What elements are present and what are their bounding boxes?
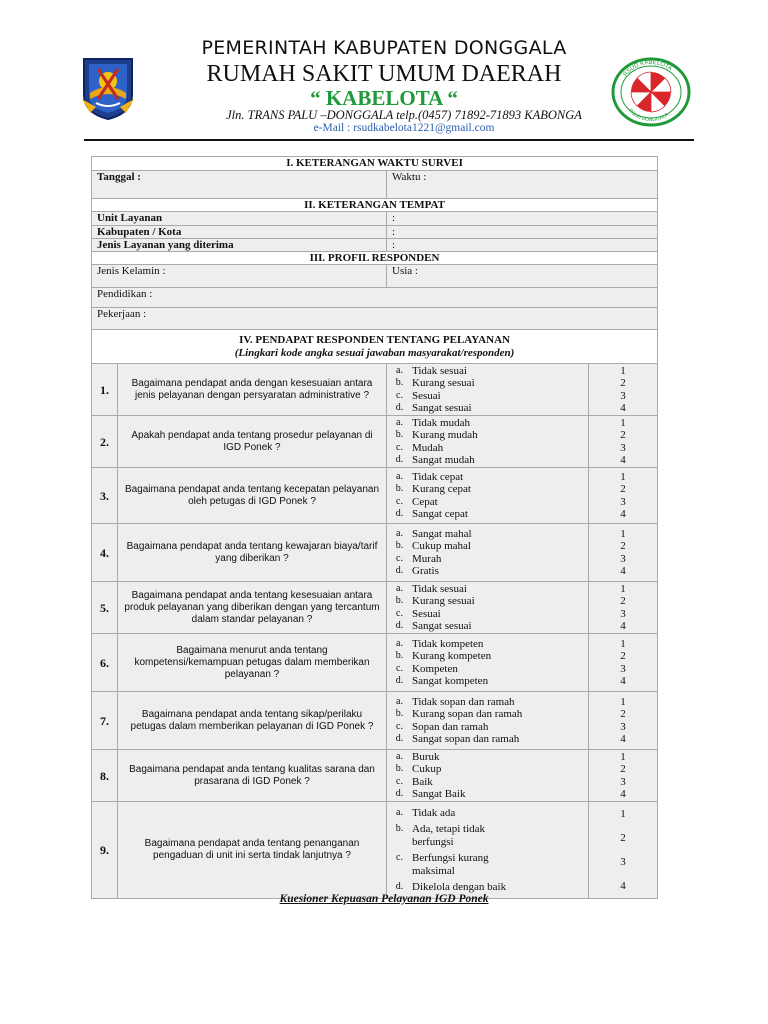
answer-codes — [589, 416, 658, 468]
question-number: 4. — [92, 524, 118, 582]
answer-option[interactable]: b. Kurang cepat — [395, 483, 471, 495]
answer-options — [387, 524, 589, 582]
answer-codes — [589, 750, 658, 802]
answer-code[interactable]: 2 — [620, 650, 626, 662]
jenis-layanan-field[interactable]: : — [387, 239, 658, 252]
answer-option[interactable]: d. Sangat mudah — [395, 454, 475, 466]
question-row — [92, 468, 658, 524]
answer-option[interactable]: d. Sangat kompeten — [395, 675, 489, 687]
answer-code[interactable]: 2 — [620, 832, 626, 844]
answer-option[interactable]: a. Tidak sesuai — [396, 364, 467, 377]
jenis-layanan-label: Jenis Layanan yang diterima — [92, 239, 387, 252]
hospital-name: RUMAH SAKIT UMUM DAERAH — [206, 61, 562, 87]
answer-options — [387, 582, 589, 634]
answer-options — [387, 364, 589, 416]
section-4-title: IV. PENDAPAT RESPONDEN TENTANG PELAYANAN — [239, 333, 510, 346]
answer-option[interactable]: d. Sangat sesuai — [395, 402, 472, 414]
question-number: 5. — [92, 582, 118, 634]
answer-code[interactable]: 2 — [620, 540, 626, 552]
question-row — [92, 364, 658, 416]
answer-option[interactable]: b. Ada, tetapi tidak berfungsi — [395, 823, 486, 848]
answer-code[interactable]: 1 — [620, 416, 626, 429]
waktu-field[interactable]: Waktu : — [387, 171, 658, 199]
answer-code[interactable]: 2 — [620, 429, 626, 441]
answer-code[interactable]: 3 — [620, 552, 626, 565]
answer-code[interactable]: 3 — [620, 495, 626, 508]
answer-option[interactable]: b. Kurang sesuai — [395, 377, 475, 389]
seal-top-text: RSUD KABELOTA — [622, 59, 673, 78]
question-row — [92, 634, 658, 692]
section-1-header — [92, 157, 658, 171]
answer-code[interactable]: 4 — [620, 880, 626, 892]
answer-code[interactable]: 2 — [620, 763, 626, 775]
answer-code[interactable]: 4 — [620, 620, 626, 632]
answer-code[interactable]: 3 — [620, 856, 626, 868]
question-text: Bagaimana pendapat anda tentang sikap/perilaku petugas dalam memberikan pelayanan di IGD Ponek ? — [118, 692, 387, 750]
hospital-email: e-Mail : rsudkabelota1221@gmail.com — [313, 122, 495, 134]
answer-option[interactable]: a. Tidak sopan dan ramah — [396, 695, 515, 708]
usia-field[interactable]: Usia : — [387, 265, 658, 288]
section-2-title: II. KETERANGAN TEMPAT — [92, 199, 658, 212]
unit-layanan-field[interactable]: : — [387, 212, 658, 226]
answer-option[interactable]: b. Cukup — [395, 763, 442, 775]
section-4-subtitle: (Lingkari kode angka sesuai jawaban masyarakat/responden) — [234, 346, 515, 359]
answer-option[interactable]: c. Cepat — [396, 495, 438, 508]
questionnaire-caption: Kuesioner Kepuasan Pelayanan IGD Ponek — [279, 893, 489, 905]
kabupaten-kota-field[interactable]: : — [387, 226, 658, 239]
answer-option[interactable]: c. Mudah — [396, 441, 444, 454]
answer-option[interactable]: c. Kompeten — [396, 662, 458, 675]
section-1-title: I. KETERANGAN WAKTU SURVEI — [92, 157, 658, 171]
answer-option[interactable]: b. Cukup mahal — [395, 540, 471, 552]
answer-option[interactable]: a. Buruk — [396, 750, 440, 763]
answer-code[interactable]: 2 — [620, 595, 626, 607]
question-text: Bagaimana pendapat anda tentang kecepatan pelayanan oleh petugas di IGD Ponek ? — [118, 468, 387, 524]
answer-codes — [589, 364, 658, 416]
answer-code[interactable]: 1 — [620, 695, 626, 708]
question-text: Bagaimana pendapat anda tentang kualitas sarana dan prasarana di IGD Ponek ? — [118, 750, 387, 802]
question-text: Apakah pendapat anda tentang prosedur pelayanan di IGD Ponek ? — [118, 416, 387, 468]
answer-code[interactable]: 4 — [620, 788, 626, 800]
jenis-kelamin-field[interactable]: Jenis Kelamin : — [92, 265, 387, 288]
answer-codes — [589, 468, 658, 524]
government-name: PEMERINTAH KABUPATEN DONGGALA — [201, 37, 567, 59]
answer-option[interactable]: d. Sangat cepat — [395, 508, 468, 520]
answer-codes — [589, 692, 658, 750]
answer-code[interactable]: 2 — [620, 377, 626, 389]
answer-code[interactable]: 4 — [620, 733, 626, 745]
question-number: 7. — [92, 692, 118, 750]
answer-option[interactable]: d. Sangat Baik — [395, 788, 466, 800]
answer-codes — [589, 802, 658, 899]
answer-code[interactable]: 3 — [620, 720, 626, 733]
answer-codes — [589, 634, 658, 692]
question-number: 8. — [92, 750, 118, 802]
section-4-header — [92, 330, 658, 364]
hospital-short-name: “ KABELOTA “ — [310, 86, 458, 110]
section-2-header — [92, 199, 658, 212]
answer-option[interactable]: a. Tidak mudah — [396, 416, 470, 429]
answer-options — [387, 468, 589, 524]
answer-code[interactable]: 3 — [620, 607, 626, 620]
answer-code[interactable]: 1 — [620, 637, 626, 650]
question-row — [92, 802, 658, 899]
answer-option[interactable]: d. Sangat sopan dan ramah — [395, 733, 520, 745]
answer-codes — [589, 582, 658, 634]
answer-option[interactable]: c. Murah — [396, 552, 442, 565]
answer-code[interactable]: 4 — [620, 675, 626, 687]
answer-option[interactable]: d. Gratis — [395, 565, 439, 577]
answer-options — [387, 692, 589, 750]
answer-option[interactable]: c. Baik — [396, 775, 433, 788]
seal-bottom-text: RSUD DONGGALA — [627, 107, 670, 124]
answer-option[interactable]: b. Kurang sesuai — [395, 595, 475, 607]
answer-code[interactable]: 1 — [620, 750, 626, 763]
pekerjaan-field[interactable]: Pekerjaan : — [92, 308, 658, 330]
header-divider — [84, 139, 694, 141]
answer-option[interactable]: b. Kurang kompeten — [395, 650, 492, 662]
answer-code[interactable]: 4 — [620, 565, 626, 577]
answer-option[interactable]: a. Tidak cepat — [396, 470, 464, 483]
question-text: Bagaimana pendapat anda tentang kewajaran biaya/tarif yang diberikan ? — [118, 524, 387, 582]
answer-option[interactable]: a. Tidak kompeten — [396, 637, 484, 650]
question-number: 1. — [92, 364, 118, 416]
kabupaten-kota-label: Kabupaten / Kota — [92, 226, 387, 239]
answer-code[interactable]: 3 — [620, 441, 626, 454]
answer-options — [387, 634, 589, 692]
question-text: Bagaimana pendapat anda dengan kesesuaian antara jenis pelayanan dengan persyaratan administrative ? — [118, 364, 387, 416]
answer-code[interactable]: 4 — [620, 454, 626, 466]
answer-option[interactable]: c. Sopan dan ramah — [396, 720, 489, 733]
question-text: Bagaimana pendapat anda tentang penanganan pengaduan di unit ini serta tindak lanjutnya ? — [118, 802, 387, 899]
answer-option[interactable]: b. Kurang mudah — [395, 429, 478, 441]
answer-code[interactable]: 2 — [620, 483, 626, 495]
answer-code[interactable]: 1 — [620, 527, 626, 540]
answer-options — [387, 416, 589, 468]
question-row — [92, 416, 658, 468]
question-row — [92, 692, 658, 750]
answer-code[interactable]: 4 — [620, 402, 626, 414]
question-text: Bagaimana pendapat anda tentang kesesuaian antara produk pelayanan yang diberikan dengan yang tercantum dalam standar pelayanan ? — [118, 582, 387, 634]
answer-option[interactable]: c. Sesuai — [396, 389, 441, 402]
answer-code[interactable]: 1 — [620, 808, 626, 820]
answer-options — [387, 750, 589, 802]
answer-option[interactable]: c. Sesuai — [396, 607, 441, 620]
question-number: 2. — [92, 416, 118, 468]
answer-code[interactable]: 3 — [620, 662, 626, 675]
question-row — [92, 524, 658, 582]
survey-form-table — [91, 156, 658, 899]
tanggal-field[interactable]: Tanggal : — [92, 171, 387, 199]
answer-option[interactable]: c. Berfungsi kurang maksimal — [396, 852, 489, 877]
pendidikan-field[interactable]: Pendidikan : — [92, 288, 658, 308]
answer-code[interactable]: 1 — [620, 364, 626, 377]
answer-code[interactable]: 3 — [620, 775, 626, 788]
question-number: 9. — [92, 802, 118, 899]
answer-option[interactable]: d. Sangat sesuai — [395, 620, 472, 632]
answer-code[interactable]: 3 — [620, 389, 626, 402]
answer-code[interactable]: 2 — [620, 708, 626, 720]
answer-options — [387, 802, 589, 899]
answer-codes — [589, 524, 658, 582]
answer-option[interactable]: a. Tidak sesuai — [396, 582, 467, 595]
question-text: Bagaimana menurut anda tentang kompetensi/kemampuan petugas dalam memberikan pelayanan ? — [118, 634, 387, 692]
question-row — [92, 582, 658, 634]
section-3-header — [92, 252, 658, 265]
answer-code[interactable]: 1 — [620, 582, 626, 595]
answer-option[interactable]: b. Kurang sopan dan ramah — [395, 708, 523, 720]
question-number: 6. — [92, 634, 118, 692]
answer-option[interactable]: a. Sangat mahal — [396, 527, 472, 540]
unit-layanan-label: Unit Layanan — [92, 212, 387, 226]
answer-code[interactable]: 4 — [620, 508, 626, 520]
answer-option[interactable]: a. Tidak ada — [396, 806, 456, 819]
question-row — [92, 750, 658, 802]
question-number: 3. — [92, 468, 118, 524]
answer-code[interactable]: 1 — [620, 470, 626, 483]
hospital-address: Jln. TRANS PALU –DONGGALA telp.(0457) 71892-71893 KABONGA — [226, 108, 582, 122]
answer-option[interactable]: d. Dikelola dengan baik — [395, 881, 507, 893]
section-3-title: III. PROFIL RESPONDEN — [92, 252, 658, 265]
